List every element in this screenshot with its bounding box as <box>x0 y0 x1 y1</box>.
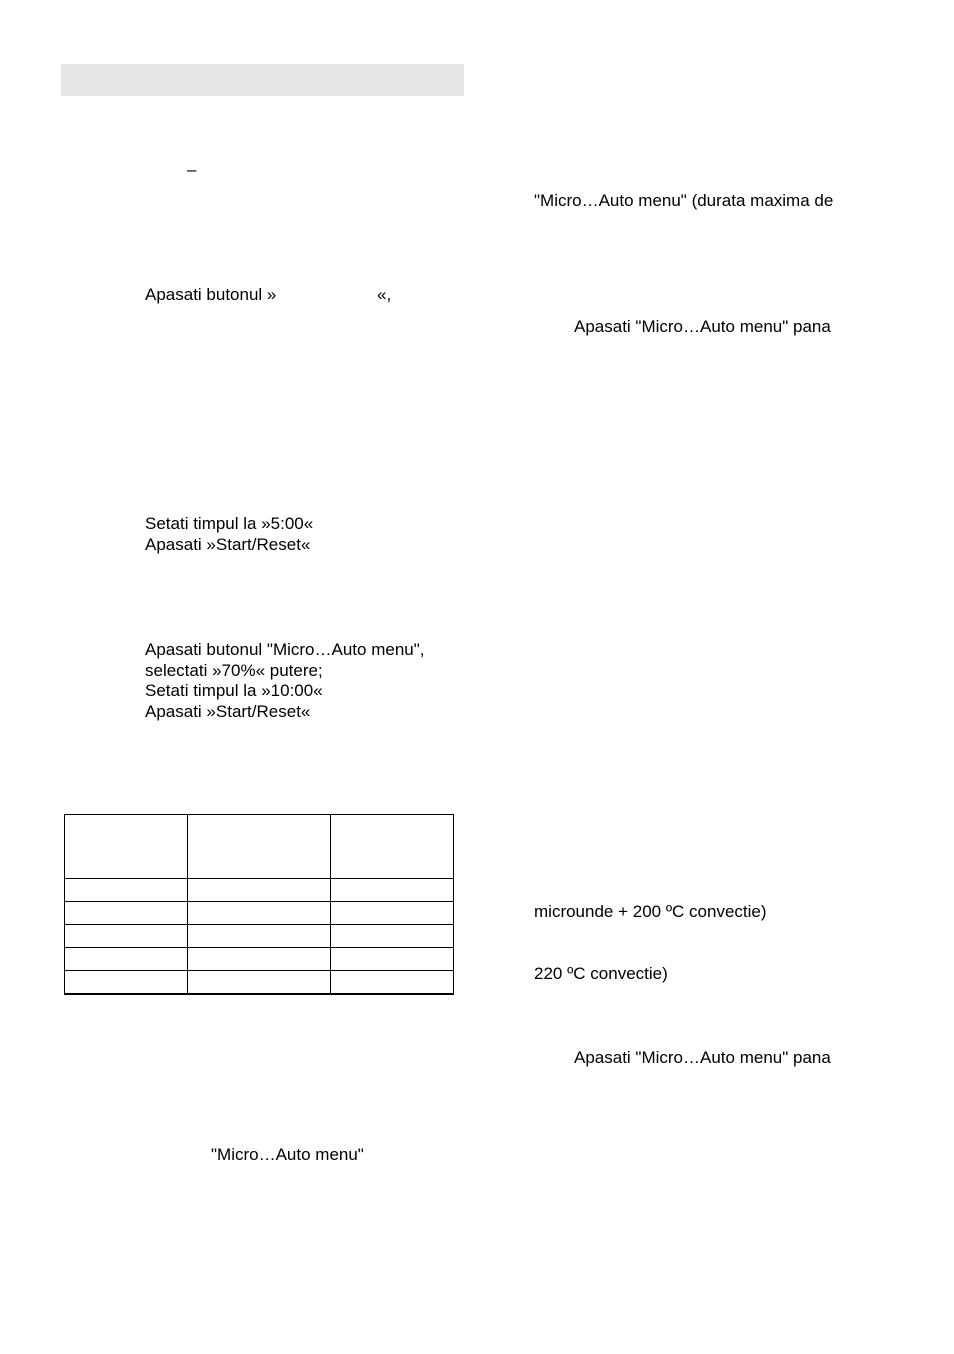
table-cell <box>187 902 330 925</box>
table-cell <box>65 948 188 971</box>
step3-line: Setati timpul la »10:00« <box>145 681 323 701</box>
table-header-row <box>65 815 454 879</box>
section-header-bar <box>61 64 464 96</box>
table-cell <box>331 948 454 971</box>
table-cell <box>187 879 330 902</box>
step3-line: selectati »70%« putere; <box>145 660 323 680</box>
table-row <box>65 925 454 948</box>
step2-line: Setati timpul la »5:00« <box>145 514 314 533</box>
table-row <box>65 902 454 925</box>
convectie-220-line: 220 ºC convectie) <box>534 964 668 983</box>
table-cell <box>331 902 454 925</box>
table-header-cell <box>65 815 188 879</box>
bottom-button-reference: "Micro…Auto menu" <box>211 1145 364 1164</box>
table-cell <box>65 925 188 948</box>
step1-prefix: Apasati butonul » <box>145 285 277 304</box>
table-cell <box>331 925 454 948</box>
table-header-cell <box>187 815 330 879</box>
step1-suffix: «, <box>377 285 392 304</box>
dash-mark: – <box>187 160 197 179</box>
apasati-pana-line-2: Apasati "Micro…Auto menu" pana <box>574 1048 831 1067</box>
table-cell <box>187 971 330 995</box>
table-cell <box>65 902 188 925</box>
step2-instructions <box>145 514 313 555</box>
step3-line: Apasati butonul "Micro…Auto menu", <box>145 640 425 659</box>
step3-instructions <box>145 640 425 723</box>
settings-table <box>64 814 454 995</box>
table-cell <box>65 879 188 902</box>
table-cell <box>65 971 188 995</box>
durata-maxima-line: "Micro…Auto menu" (durata maxima de <box>534 191 834 210</box>
table-cell <box>187 925 330 948</box>
convectie-200-line: microunde + 200 ºC convectie) <box>534 902 767 921</box>
table-header-cell <box>331 815 454 879</box>
apasati-pana-line-1: Apasati "Micro…Auto menu" pana <box>574 317 831 336</box>
table-cell <box>331 971 454 995</box>
table-row <box>65 879 454 902</box>
step2-line: Apasati »Start/Reset« <box>145 534 311 554</box>
table-cell <box>331 879 454 902</box>
step3-line: Apasati »Start/Reset« <box>145 702 311 722</box>
table-row <box>65 948 454 971</box>
table-row <box>65 971 454 995</box>
table-cell <box>187 948 330 971</box>
